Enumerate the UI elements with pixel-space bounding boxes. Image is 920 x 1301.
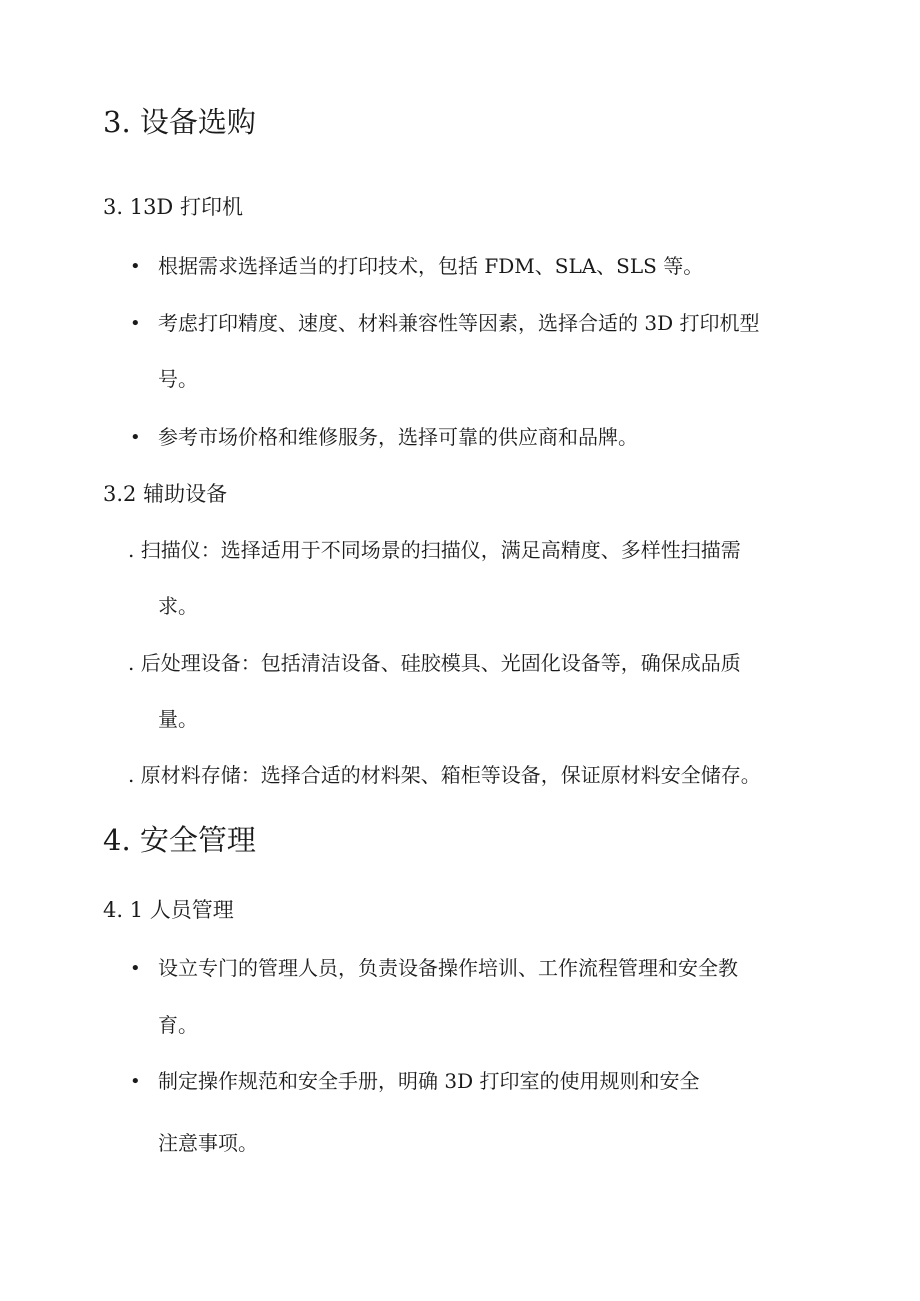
list-item-text: 根据需求选择适当的打印技术，包括 FDM、SLA、SLS 等。 [158,254,704,278]
list-item-text: 参考市场价格和维修服务，选择可靠的供应商和品牌。 [158,425,638,449]
list-item-text: 制定操作规范和安全手册，明确 3D 打印室的使用规则和安全 [158,1069,700,1093]
subsection-heading-4-1: 4. 1 人员管理 [103,898,234,922]
list-item-continuation: 育。 [158,1013,198,1037]
list-item-continuation: 求。 [158,594,198,618]
section-heading-4: 4. 安全管理 [103,823,256,857]
bullet-icon: • [130,427,141,448]
list-item-text: . 扫描仪：选择适用于不同场景的扫描仪，满足高精度、多样性扫描需 [128,538,741,562]
list-item-text: . 原材料存储：选择合适的材料架、箱柜等设备，保证原材料安全储存。 [128,763,761,787]
list-item-text: . 后处理设备：包括清洁设备、硅胶模具、光固化设备等，确保成品质 [128,651,741,675]
list-item-continuation: 号。 [158,367,198,391]
list-item-continuation: 量。 [158,707,198,731]
list-item-text: 考虑打印精度、速度、材料兼容性等因素，选择合适的 3D 打印机型 [158,311,760,335]
bullet-icon: • [130,256,141,277]
subsection-heading-3-1: 3. 13D 打印机 [103,195,243,219]
list-item-text: 设立专门的管理人员，负责设备操作培训、工作流程管理和安全教 [158,956,738,980]
bullet-icon: • [130,313,141,334]
bullet-icon: • [130,958,141,979]
bullet-icon: • [130,1071,141,1092]
section-heading-3: 3. 设备选购 [103,105,256,139]
subsection-heading-3-2: 3.2 辅助设备 [103,482,228,506]
list-item-continuation: 注意事项。 [158,1131,258,1155]
